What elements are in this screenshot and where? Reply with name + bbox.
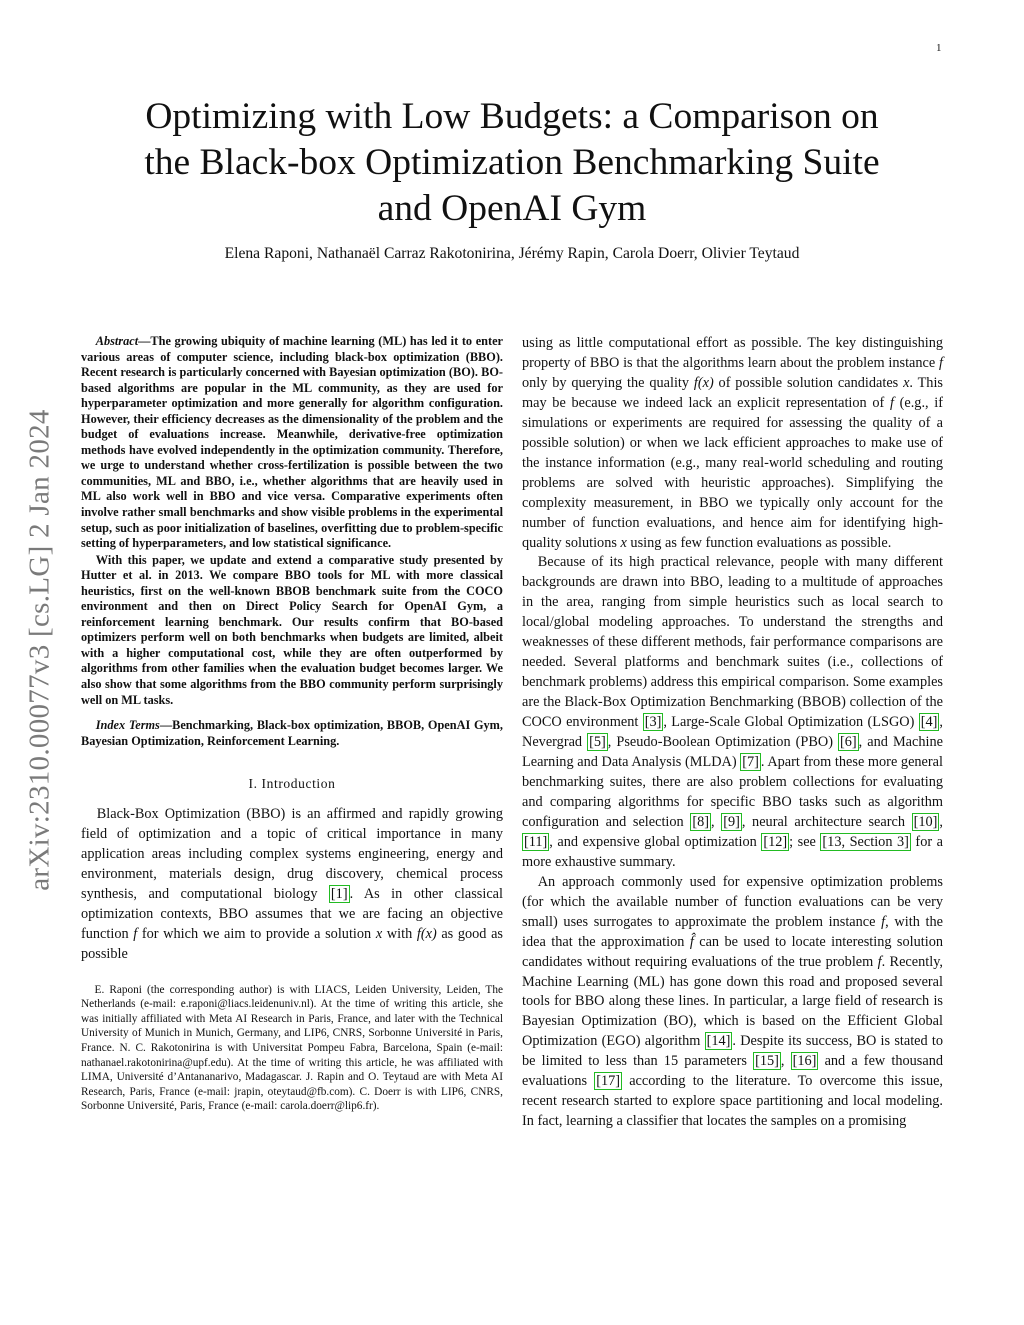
intro-paragraph-3: An approach commonly used for expensive optimization problems (for which the available number of function evaluations can be very small) uses surrogates to approximate the problem instance f, with the idea that the approximation f̂ can be used to locate interesting solution candidates without requiring evaluations of the true problem f. Recently, Machine Learning (ML) has gone down this road and proposed several tools for BBO along these lines. In particular, a large field of research is Bayesian Optimization (BO), which is based on the Efficient Global Optimization (EGO) algorithm [14] . Despite its success, BO is stated to be limited to less than 15 parameters [15] , [16] and a few thousand evaluations [17] according to the literature. To overcome this issue, recent research started to explore space partitioning and local modeling. In fact, learning a classifier that locates the samples on a promising bbox=[522, 873, 944, 1130]
citation-link[interactable]: [7] bbox=[742, 754, 759, 771]
left-column bbox=[81, 334, 503, 1114]
intro-paragraph-1: Black-Box Optimization (BBO) is an affirmed and rapidly growing field of optimization and a topic of critical importance in many application areas including complex systems engineering, energy and environment, materials design, drug discovery, chemical process synthesis, and computational biology [1] . As in other classical optimization contexts, BBO assumes that we are facing an objective function f for which we aim to provide a solution x with f(x) as good as possible bbox=[81, 806, 503, 962]
citation-link[interactable]: [11] bbox=[524, 833, 548, 850]
citation-link[interactable]: [12] bbox=[763, 833, 788, 850]
intro-paragraph-2: Because of its high practical relevance, people with many different backgrounds are drawn into BBO, leading to a multitude of approaches in the area, ranging from simple heuristics such as local search to local/global modeling approaches. To understand the strengths and weaknesses of these different methods, fair performance comparisons are needed. Several platforms and benchmark suites (i.e., collections of benchmark problems) address this empirical comparison. Some examples are the Black-Box Optimization Benchmarking (BBOB) collection of the COCO environment [3] , Large-Scale Global Optimization (LSGO) [4] , Nevergrad [5] , Pseudo-Boolean Optimization (PBO) [6] , and Machine Learning and Data Analysis (MLDA) [7] . Apart from these more general benchmarking suites, there are also problem collections for evaluating and comparing algorithms for specific BBO tasks such as algorithm configuration and selection [8] , [9] , neural architecture search [10] , [11] , and expensive global optimization [12] ; see [13, Section 3] for a more exhaustive summary. bbox=[522, 554, 943, 870]
abstract-paragraph-1: Abstract—The growing ubiquity of machine learning (ML) has led it to enter various areas of computer science, including black-box optimization (BBO). Recent research is particularly concerned with Bayesian optimization (BO). BO-based algorithms are popular in the ML community, as they are used for hyperparameter optimization and more generally for algorithm configuration. However, their efficiency decreases as the dimensionality of the problem and the budget of evaluations increase. Meanwhile, derivative-free optimization methods have evolved independently in the optimization community. Therefore, we urge to understand whether cross-fertilization is possible between the two communities, ML and BBO, i.e., whether algorithms that are heavily used in ML also work well in BBO and vice versa. Comparative experiments often involve rather small benchmarks and show visible problems in the experimental setup, such as poor initialization of baselines, overfitting due to problem-specific setting of hyperparameters, and low statistical significance. bbox=[81, 334, 503, 551]
citation-link[interactable]: [5] bbox=[589, 734, 606, 751]
index-terms-label: Index Terms bbox=[95, 718, 160, 733]
citation-link[interactable]: [16] bbox=[792, 1053, 817, 1070]
title-line-2: the Black-box Optimization Benchmarking Suite bbox=[144, 142, 880, 183]
citation-link[interactable]: [1] bbox=[330, 886, 348, 903]
citation-link[interactable]: [15] bbox=[755, 1053, 779, 1070]
citation-link[interactable]: [13, Section 3] bbox=[822, 833, 909, 850]
section-heading-introduction: I. Introduction bbox=[248, 776, 336, 792]
right-column bbox=[522, 334, 943, 1132]
introduction-right bbox=[522, 334, 943, 1132]
intro-paragraph-1-continued: using as little computational effort as possible. The key distinguishing property of BBO is that the algorithms learn about the problem instance f only by querying the quality f(x) of possible solution candidates x. This may be because we indeed lack an explicit representation of f (e.g., if simulations or experiments are required for assessing the quality of a possible solution) or when we lack efficient approaches to make use of the instance information (e.g., many real-world scheduling and routing problems are solved with heuristic approaches). Simplifying the complexity measurement, in BBO we typically only account for the number of function evaluations, and hence aim for identifying high-quality solutions x using as few function evaluations as possible. bbox=[522, 335, 943, 551]
author-affiliation-footnote: E. Raponi (the corresponding author) is with LIACS, Leiden University, Leiden, The Netherlands (e-mail: e.raponi@liacs.leidenuniv.nl). At the time of writing this article, she was initially affiliated with Meta AI Research in Paris, France, and later with the Technical University of Munich in Munich, Germany, and LIP6, CNRS, Sorbonne Université in Paris, France. N. C. Rakotonirina is with Universitat Pompeu Fabra, Barcelona, Spain (e-mail: nathanael.rakotonirina@upf.edu). At the time of writing this article, he was affiliated with LIMA, Université d’Antananarivo, Madagascar. J. Rapin and O. Teytaud are with Meta AI Research, Paris, France (e-mail: jrapin, oteytaud@fb.com). C. Doerr is with LIP6, CNRS, Sorbonne Université, Paris, France (e-mail: carola.doerr@lip6.fr). bbox=[81, 983, 503, 1113]
title-line-1: Optimizing with Low Budgets: a Comparison on bbox=[145, 96, 879, 137]
abstract-label: Abstract bbox=[95, 334, 139, 348]
abstract-paragraph-2: With this paper, we update and extend a comparative study presented by Hutter et al. in 2013. We compare BBO tools for ML with more classical heuristics, first on the well-known BBOB benchmark suite from the COCO environment and then on Direct Policy Search for OpenAI Gym, a reinforcement learning benchmark. Our results confirm that BO-based optimizers perform well on both benchmarks when budgets are limited, albeit with a higher computational cost, while they are often outperformed by algorithms from other families when the evaluation budget becomes larger. We also show that some algorithms from the BBO community perform surprisingly well on ML tasks. bbox=[81, 552, 503, 707]
abstract bbox=[81, 334, 503, 708]
author-list: Elena Raponi, Nathanaël Carraz Rakotonirina, Jérémy Rapin, Carola Doerr, Olivier Teytaud bbox=[224, 245, 800, 262]
citation-link[interactable]: [3] bbox=[644, 714, 662, 731]
citation-link[interactable]: [8] bbox=[692, 813, 709, 830]
paper-title bbox=[90, 94, 934, 232]
arxiv-identifier-text: arXiv:2310.00077v3 [cs.LG] 2 Jan 2024 bbox=[23, 409, 56, 891]
citation-link[interactable]: [4] bbox=[920, 714, 938, 731]
title-line-3: and OpenAI Gym bbox=[377, 188, 647, 229]
index-terms: Index Terms—Benchmarking, Black-box optimization, BBOB, OpenAI Gym, Bayesian Optimization, Reinforcement Learning. bbox=[81, 718, 504, 748]
introduction-left bbox=[81, 805, 503, 965]
citation-link[interactable]: [17] bbox=[596, 1073, 621, 1090]
citation-link[interactable]: [9] bbox=[723, 813, 740, 830]
arxiv-identifier bbox=[20, 370, 60, 930]
citation-link[interactable]: [6] bbox=[840, 734, 857, 751]
page-number: 1 bbox=[936, 42, 942, 54]
citation-link[interactable]: [10] bbox=[913, 813, 938, 830]
citation-link[interactable]: [14] bbox=[706, 1033, 731, 1050]
